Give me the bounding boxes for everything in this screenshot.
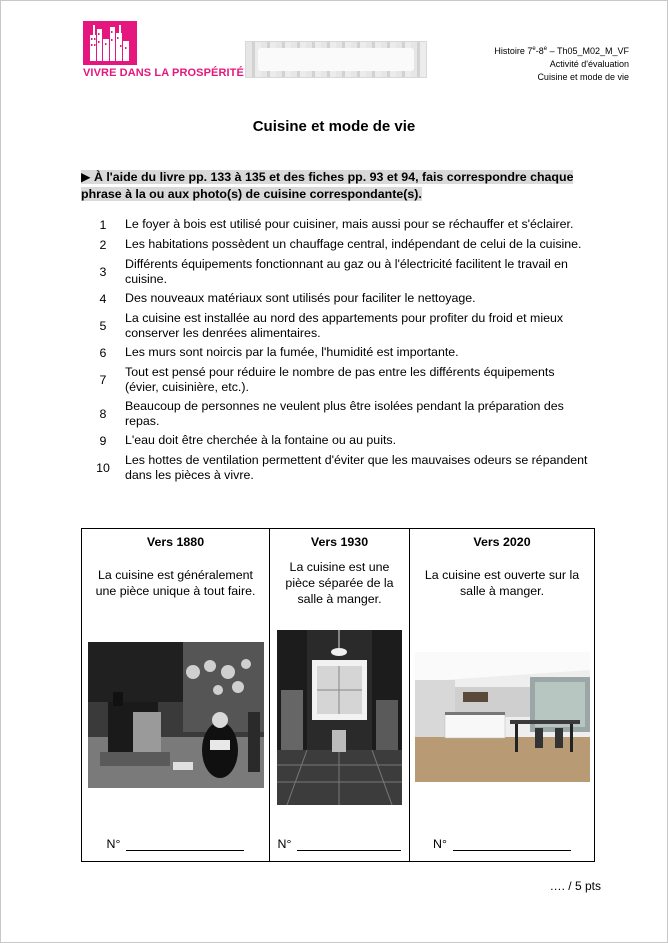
list-item: 6 Les murs sont noircis par la fumée, l'humidité est importante. xyxy=(99,345,459,360)
column-1880 xyxy=(82,529,269,861)
kitchen-comparison-table xyxy=(81,528,595,862)
era-heading: Vers 2020 xyxy=(473,535,531,549)
kitchen-1880-photo xyxy=(88,642,264,788)
answer-line: N° xyxy=(82,837,269,851)
course-line: Histoire 7e-8e – Th05_M02_M_VF xyxy=(494,46,629,56)
list-item: 7 Tout est pensé pour réduire le nombre de pas entre les différents équipements (évier, cuisinière, etc.). xyxy=(99,365,555,394)
list-item: 1 Le foyer à bois est utilisé pour cuisiner, mais aussi pour se réchauffer et s'éclairer. xyxy=(99,217,574,232)
era-description: La cuisine est généralement une pièce unique à tout faire. xyxy=(95,568,256,598)
list-item: 9 L'eau doit être cherchée à la fontaine ou au puits. xyxy=(99,433,397,448)
page-title: Cuisine et mode de vie xyxy=(252,118,416,135)
logo xyxy=(83,21,244,83)
era-heading: Vers 1930 xyxy=(310,535,369,549)
list-item: 3 Différents équipements fonctionnant au gaz ou à l'électricité facilitent le travail en cuisine. xyxy=(99,257,568,286)
kitchen-1930-photo xyxy=(277,630,402,805)
answer-line: N° xyxy=(410,837,594,851)
list-item: 5 La cuisine est installée au nord des appartements pour profiter du froid et mieux conserver les denrées alimentaires. xyxy=(99,311,564,340)
era-description: La cuisine est une pièce séparée de la salle à manger. xyxy=(285,560,394,606)
list-item: 10 Les hottes de ventilation permettent d'éviter que les mauvaises odeurs se répandent dans les pièces à vivre. xyxy=(96,453,588,482)
era-heading: Vers 1880 xyxy=(146,535,205,549)
list-item: 8 Beaucoup de personnes ne veulent plus être isolées pendant la préparation des repas. xyxy=(99,399,564,428)
answer-input-2020[interactable] xyxy=(453,838,571,851)
header-info xyxy=(494,43,629,84)
list-item: 2 Les habitations possèdent un chauffage central, indépendant de celui de la cuisine. xyxy=(99,237,582,252)
answer-input-1880[interactable] xyxy=(126,838,244,851)
logo-text: VIVRE DANS LA PROSPÉRITÉ xyxy=(83,67,244,79)
name-field[interactable] xyxy=(245,41,427,78)
answer-line: N° xyxy=(270,837,409,851)
city-skyline-icon xyxy=(83,21,137,65)
era-description: La cuisine est ouverte sur la salle à manger. xyxy=(424,568,580,598)
kitchen-2020-photo xyxy=(415,652,590,782)
column-1930 xyxy=(269,529,409,861)
statement-list xyxy=(81,217,591,487)
column-2020 xyxy=(409,529,594,861)
score: …. / 5 pts xyxy=(549,879,601,893)
subject-name: Cuisine et mode de vie xyxy=(537,72,629,82)
list-item: 4 Des nouveaux matériaux sont utilisés pour faciliter le nettoyage. xyxy=(99,291,476,306)
activity-type: Activité d'évaluation xyxy=(549,59,629,69)
instruction: ▶ À l'aide du livre pp. 133 à 135 et des fiches pp. 93 et 94, fais correspondre chaque phrase à la ou aux photo(s) de cuisine correspondante(s). xyxy=(81,170,574,201)
answer-input-1930[interactable] xyxy=(297,838,401,851)
